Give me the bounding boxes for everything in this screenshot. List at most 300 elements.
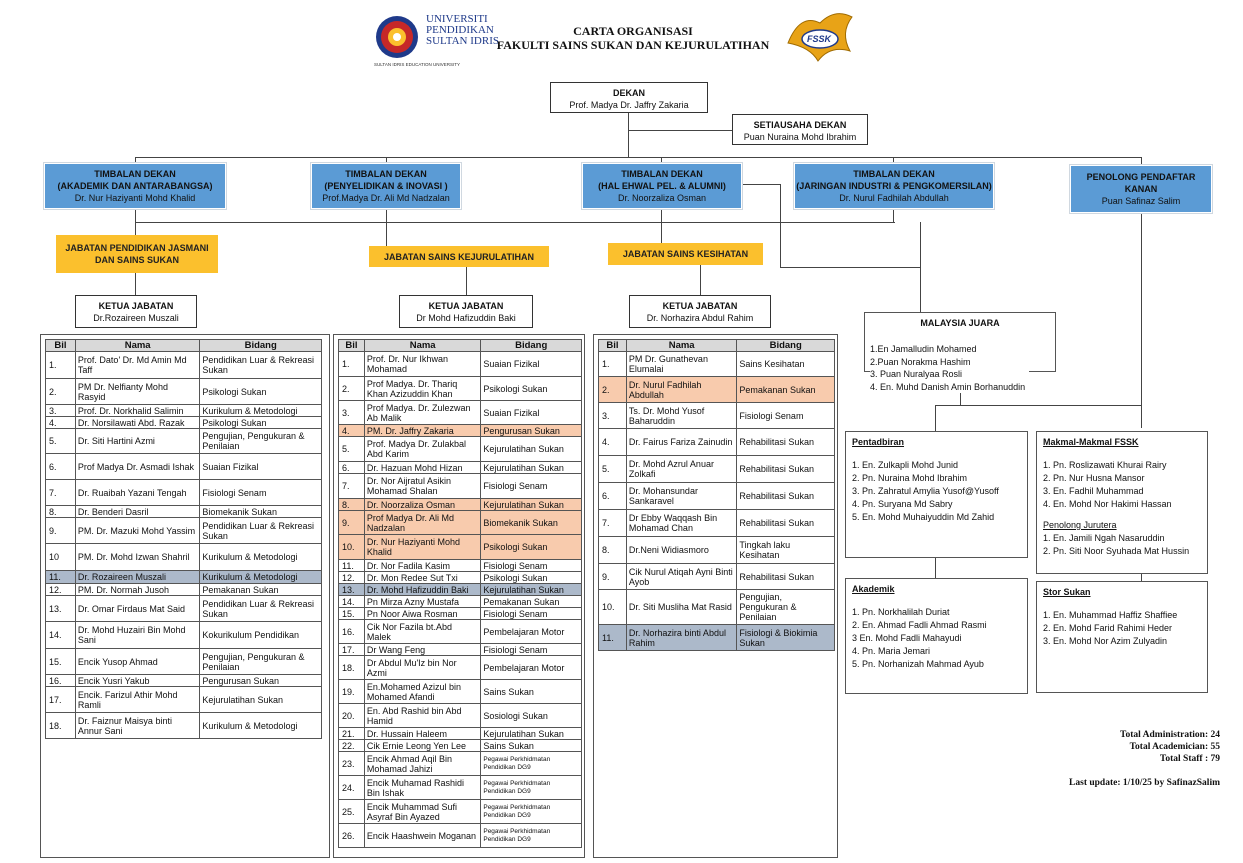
cell-bidang: Rehabilitasi Sukan xyxy=(737,483,835,510)
table-row xyxy=(339,560,582,572)
cell-bil: 6. xyxy=(339,462,365,474)
cell-bil: 10. xyxy=(339,535,365,560)
table-row xyxy=(46,596,322,622)
table-row xyxy=(46,352,322,379)
cell-bidang: Rehabilitasi Sukan xyxy=(737,564,835,590)
list-item: 1. Pn. Roslizawati Khurai Rairy xyxy=(1043,460,1167,470)
cell-bil: 2. xyxy=(599,377,627,403)
cell-bil: 12. xyxy=(46,584,76,596)
cell-bidang: Pendidikan Luar & Rekreasi Sukan xyxy=(200,518,322,544)
head-title: KETUA JABATAN xyxy=(662,301,738,311)
cell-nama: Dr. Mohd Azrul Anuar Zolkafi xyxy=(626,456,737,483)
deputy-academic-box xyxy=(44,163,226,209)
cell-bidang: Biomekanik Sukan xyxy=(200,506,322,518)
cell-bidang: Rehabilitasi Sukan xyxy=(737,456,835,483)
cell-bil: 17. xyxy=(46,687,76,713)
cell-bil: 2. xyxy=(46,379,76,405)
panel-title: Makmal-Makmal FSSK xyxy=(1043,437,1139,447)
table-row xyxy=(46,544,322,571)
cell-bidang: Kurikulum & Metodologi xyxy=(200,405,322,417)
list-item: 4. Pn. Maria Jemari xyxy=(852,646,931,656)
dept-name: JABATAN SAINS KESIHATAN xyxy=(622,249,749,259)
cell-nama: Dr. Mohd Hafizuddin Baki xyxy=(364,584,480,596)
list-item: 2. Pn. Siti Noor Syuhada Mat Hussin xyxy=(1043,546,1190,556)
deputy-title: PENOLONG PENDAFTAR xyxy=(1086,172,1196,182)
cell-bidang: Pembelajaran Motor xyxy=(481,656,582,680)
list-item: 4. Pn. Suryana Md Sabry xyxy=(852,499,953,509)
cell-bidang: Kejurulatihan Sukan xyxy=(481,499,582,511)
cell-bil: 4. xyxy=(46,417,76,429)
cell-bidang: Kurikulum & Metodologi xyxy=(200,713,322,739)
head-dept-2 xyxy=(399,295,533,328)
cell-nama: PM. Dr. Mohd Izwan Shahril xyxy=(75,544,199,571)
table-row xyxy=(339,352,582,377)
cell-bidang: Sains Sukan xyxy=(481,680,582,704)
list-item: 1. En. Muhammad Haffiz Shaffiee xyxy=(1043,610,1178,620)
cell-nama: PM Dr. Gunathevan Elumalai xyxy=(626,352,737,377)
cell-nama: Cik Ernie Leong Yen Lee xyxy=(364,740,480,752)
table-row xyxy=(599,564,835,590)
cell-bidang: Pemakanan Sukan xyxy=(737,377,835,403)
cell-bil: 15. xyxy=(339,608,365,620)
fssk-logo xyxy=(780,3,855,65)
cell-bidang: Kurikulum & Metodologi xyxy=(200,544,322,571)
cell-nama: Dr Ebby Waqqash Bin Mohamad Chan xyxy=(626,510,737,537)
cell-bil: 7. xyxy=(339,474,365,499)
deputy-name: Dr. Noorzaliza Osman xyxy=(617,193,707,203)
table-row xyxy=(46,480,322,506)
list-item: 2.Puan Norakma Hashim xyxy=(870,356,971,367)
table-row xyxy=(339,511,582,535)
panel-title: Stor Sukan xyxy=(1043,587,1091,597)
head-name: Dr Mohd Hafizuddin Baki xyxy=(416,313,516,323)
cell-nama: Dr. Fairus Fariza Zainudin xyxy=(626,429,737,456)
cell-bil: 11. xyxy=(46,571,76,584)
list-item: 3. Pn. Zahratul Amylia Yusof@Yusoff xyxy=(852,486,999,496)
col-bil: Bil xyxy=(599,340,627,352)
cell-bidang: Fisiologi Senam xyxy=(481,474,582,499)
cell-nama: Dr. Mon Redee Sut Txi xyxy=(364,572,480,584)
cell-bidang: Suaian Fizikal xyxy=(481,352,582,377)
sub-title: Penolong Jurutera xyxy=(1043,520,1117,530)
cell-bidang: Fisiologi Senam xyxy=(481,608,582,620)
table-row xyxy=(339,499,582,511)
cell-bil: 1. xyxy=(46,352,76,379)
senior-assistant-registrar-box xyxy=(1070,165,1212,213)
col-nama: Nama xyxy=(364,340,480,352)
cell-bidang: Psikologi Sukan xyxy=(200,379,322,405)
cell-bidang: Pegawai Perkhidmatan Pendidikan DG9 xyxy=(481,752,582,776)
table-row xyxy=(46,713,322,739)
list-item: 3 En. Mohd Fadli Mahayudi xyxy=(852,633,962,643)
cell-nama: Encik Yusri Yakub xyxy=(75,675,199,687)
cell-bidang: Fisiologi & Biokimia Sukan xyxy=(737,625,835,651)
cell-nama: Cik Nor Fazila bt.Abd Malek xyxy=(364,620,480,644)
cell-nama: Prof Madya. Dr. Zulezwan Ab Malik xyxy=(364,401,480,425)
cell-bidang: Psikologi Sukan xyxy=(481,535,582,560)
cell-bil: 24. xyxy=(339,776,365,800)
cell-bil: 9. xyxy=(339,511,365,535)
head-name: Dr. Norhazira Abdul Rahim xyxy=(646,313,754,323)
cell-bil: 8. xyxy=(46,506,76,518)
upsi-crest-icon xyxy=(374,14,420,60)
table-row xyxy=(599,429,835,456)
col-bil: Bil xyxy=(339,340,365,352)
cell-bidang: Pengurusan Sukan xyxy=(481,425,582,437)
cell-bidang: Kejurulatihan Sukan xyxy=(481,728,582,740)
cell-bil: 20. xyxy=(339,704,365,728)
cell-bil: 13. xyxy=(339,584,365,596)
cell-nama: Prof. Dr. Norkhalid Salimin xyxy=(75,405,199,417)
cell-bidang: Fisiologi Senam xyxy=(200,480,322,506)
panel-title: Pentadbiran xyxy=(852,437,905,447)
cell-bil: 16. xyxy=(339,620,365,644)
cell-nama: Prof Madya. Dr. Thariq Khan Azizuddin Khan xyxy=(364,377,480,401)
cell-bidang: Fisiologi Senam xyxy=(481,644,582,656)
table-row xyxy=(46,379,322,405)
cell-bidang: Fisiologi Senam xyxy=(481,560,582,572)
deputy-name: Puan Safinaz Salim xyxy=(1101,196,1181,206)
cell-bidang: Psikologi Sukan xyxy=(200,417,322,429)
cell-bil: 25. xyxy=(339,800,365,824)
table-row xyxy=(46,649,322,675)
deputy-name: Dr. Nur Haziyanti Mohd Khalid xyxy=(74,193,196,203)
secretary-name: Puan Nuraina Mohd Ibrahim xyxy=(743,132,857,142)
cell-nama: Dr. Norsilawati Abd. Razak xyxy=(75,417,199,429)
cell-nama: Encik Haashwein Moganan xyxy=(364,824,480,848)
table-row xyxy=(339,474,582,499)
cell-nama: Dr. Hazuan Mohd Hizan xyxy=(364,462,480,474)
table-row xyxy=(46,571,322,584)
cell-nama: Dr. Mohd Huzairi Bin Mohd Sani xyxy=(75,622,199,649)
list-item: 2. Pn. Nuraina Mohd Ibrahim xyxy=(852,473,968,483)
cell-nama: Dr Wang Feng xyxy=(364,644,480,656)
head-title: KETUA JABATAN xyxy=(98,301,174,311)
cell-nama: Dr. Nor Fadila Kasim xyxy=(364,560,480,572)
cell-bidang: Pengurusan Sukan xyxy=(200,675,322,687)
dept-coaching-science xyxy=(369,246,549,267)
deputy-portfolio: KANAN xyxy=(1124,184,1158,194)
table-row xyxy=(339,620,582,644)
cell-bil: 9. xyxy=(46,518,76,544)
dean-name: Prof. Madya Dr. Jaffry Zakaria xyxy=(569,100,689,110)
deputy-portfolio: (JARINGAN INDUSTRI & PENGKOMERSILAN) xyxy=(796,181,992,191)
staff-table-panel-1 xyxy=(40,334,330,858)
table-row xyxy=(46,584,322,596)
deputy-portfolio: (HAL EHWAL PEL. & ALUMNI) xyxy=(598,181,726,191)
list-item: 1.En Jamalludin Mohamed xyxy=(870,344,977,354)
cell-nama: Dr. Noorzaliza Osman xyxy=(364,499,480,511)
cell-bil: 3. xyxy=(46,405,76,417)
table-row xyxy=(599,352,835,377)
table-row xyxy=(339,377,582,401)
table-row xyxy=(46,506,322,518)
cell-nama: Dr. Faiznur Maisya binti Annur Sani xyxy=(75,713,199,739)
cell-bil: 11. xyxy=(599,625,627,651)
cell-nama: Dr. Ruaibah Yazani Tengah xyxy=(75,480,199,506)
table-row xyxy=(46,454,322,480)
upsi-line2: PENDIDIKAN xyxy=(426,24,494,36)
table-row xyxy=(339,596,582,608)
table-row xyxy=(599,456,835,483)
cell-nama: Dr. Omar Firdaus Mat Said xyxy=(75,596,199,622)
cell-bidang: Rehabilitasi Sukan xyxy=(737,510,835,537)
cell-bidang: Sains Sukan xyxy=(481,740,582,752)
cell-nama: Encik. Farizul Athir Mohd Ramli xyxy=(75,687,199,713)
table-row xyxy=(599,510,835,537)
cell-bidang: Suaian Fizikal xyxy=(481,401,582,425)
table-row xyxy=(339,535,582,560)
cell-bil: 7. xyxy=(599,510,627,537)
table-row xyxy=(339,752,582,776)
cell-nama: Dr. Mohansundar Sankaravel xyxy=(626,483,737,510)
cell-nama: Ts. Dr. Mohd Yusof Baharuddin xyxy=(626,403,737,429)
cell-bil: 10 xyxy=(46,544,76,571)
cell-nama: En.Mohamed Azizul bin Mohamed Afandi xyxy=(364,680,480,704)
cell-bil: 16. xyxy=(46,675,76,687)
cell-bidang: Kejurulatihan Sukan xyxy=(481,437,582,462)
cell-bidang: Pengujian, Pengukuran & Penilaian xyxy=(200,649,322,675)
cell-nama: Dr. Siti Hartini Azmi xyxy=(75,429,199,454)
table-row xyxy=(46,429,322,454)
cell-nama: Dr Abdul Mu'Iz bin Nor Azmi xyxy=(364,656,480,680)
dept-name: JABATAN PENDIDIKAN JASMANI xyxy=(65,243,209,253)
cell-bil: 4. xyxy=(599,429,627,456)
cell-bil: 2. xyxy=(339,377,365,401)
fssk-text: FSSK xyxy=(807,34,832,44)
upsi-line1: UNIVERSITI xyxy=(426,13,488,25)
table-row xyxy=(339,584,582,596)
cell-bil: 11. xyxy=(339,560,365,572)
stor-sukan-panel xyxy=(1036,581,1208,693)
staff-table-panel-3 xyxy=(593,334,838,858)
head-title: KETUA JABATAN xyxy=(428,301,504,311)
deputy-name: Dr. Nurul Fadhilah Abdullah xyxy=(839,193,949,203)
chart-title: CARTA ORGANISASI xyxy=(573,24,693,38)
dept-physical-education xyxy=(56,235,218,273)
cell-nama: Encik Yusop Ahmad xyxy=(75,649,199,675)
cell-bil: 5. xyxy=(46,429,76,454)
table-row xyxy=(46,417,322,429)
deputy-research-box xyxy=(311,163,461,209)
table-row xyxy=(339,824,582,848)
cell-bil: 6. xyxy=(46,454,76,480)
cell-nama: Dr. Nor Aijratul Asikin Mohamad Shalan xyxy=(364,474,480,499)
last-update: Last update: 1/10/25 by SafinazSalim xyxy=(1069,778,1220,788)
cell-bidang: Psikologi Sukan xyxy=(481,377,582,401)
col-nama: Nama xyxy=(626,340,737,352)
table-row xyxy=(46,675,322,687)
secretary-title: SETIAUSAHA DEKAN xyxy=(753,120,847,130)
cell-bil: 15. xyxy=(46,649,76,675)
cell-bil: 5. xyxy=(599,456,627,483)
dept-health-science xyxy=(608,243,763,265)
staff-table-panel-2 xyxy=(333,334,585,858)
cell-bidang: Pendidikan Luar & Rekreasi Sukan xyxy=(200,596,322,622)
upsi-tagline: SULTAN IDRIS EDUCATION UNIVERSITY xyxy=(374,62,461,67)
cell-bidang: Kokurikulum Pendidikan xyxy=(200,622,322,649)
cell-bil: 8. xyxy=(599,537,627,564)
table-row xyxy=(599,537,835,564)
cell-bil: 14. xyxy=(339,596,365,608)
table-row xyxy=(46,687,322,713)
cell-nama: Dr. Norhazira binti Abdul Rahim xyxy=(626,625,737,651)
cell-nama: Encik Ahmad Aqil Bin Mohamad Jahizi xyxy=(364,752,480,776)
cell-bil: 3. xyxy=(339,401,365,425)
cell-bidang: Pegawai Perkhidmatan Pendidikan DG9 xyxy=(481,824,582,848)
cell-bil: 7. xyxy=(46,480,76,506)
cell-bidang: Suaian Fizikal xyxy=(200,454,322,480)
cell-bil: 4. xyxy=(339,425,365,437)
cell-bidang: Pegawai Perkhidmatan Pendidikan DG9 xyxy=(481,800,582,824)
cell-nama: Dr. Nurul Fadhilah Abdullah xyxy=(626,377,737,403)
cell-bidang: Sains Kesihatan xyxy=(737,352,835,377)
cell-nama: PM. Dr. Mazuki Mohd Yassim xyxy=(75,518,199,544)
cell-bil: 22. xyxy=(339,740,365,752)
list-item: 5. En. Mohd Muhaiyuddin Md Zahid xyxy=(852,512,995,522)
staff-table-1 xyxy=(45,339,322,739)
cell-bidang: Pengujian, Pengukuran & Penilaian xyxy=(200,429,322,454)
deputy-title: TIMBALAN DEKAN xyxy=(94,169,176,179)
list-item: 1. Pn. Norkhalilah Duriat xyxy=(852,607,950,617)
makmal-panel xyxy=(1036,431,1208,574)
cell-bidang: Pegawai Perkhidmatan Pendidikan DG9 xyxy=(481,776,582,800)
table-row xyxy=(339,425,582,437)
cell-nama: Prof. Dato' Dr. Md Amin Md Taff xyxy=(75,352,199,379)
cell-bil: 8. xyxy=(339,499,365,511)
cell-bil: 18. xyxy=(339,656,365,680)
table-row xyxy=(339,572,582,584)
cell-bil: 9. xyxy=(599,564,627,590)
table-row xyxy=(339,462,582,474)
cell-nama: Prof Madya Dr. Asmadi Ishak xyxy=(75,454,199,480)
table-row xyxy=(339,740,582,752)
faculty-title: FAKULTI SAINS SUKAN DAN KEJURULATIHAN xyxy=(496,38,770,52)
table-row xyxy=(46,622,322,649)
cell-bil: 5. xyxy=(339,437,365,462)
dept-name-line2: DAN SAINS SUKAN xyxy=(94,255,179,265)
cell-nama: PM. Dr. Jaffry Zakaria xyxy=(364,425,480,437)
cell-nama: Encik Muhammad Sufi Asyraf Bin Ayazed xyxy=(364,800,480,824)
table-row xyxy=(339,644,582,656)
cell-nama: Pn Noor Aiwa Rosman xyxy=(364,608,480,620)
col-bidang: Bidang xyxy=(481,340,582,352)
cell-bil: 23. xyxy=(339,752,365,776)
table-row xyxy=(599,483,835,510)
cell-bil: 1. xyxy=(339,352,365,377)
head-dept-3 xyxy=(629,295,771,328)
table-row xyxy=(339,608,582,620)
cell-bidang: Kurikulum & Metodologi xyxy=(200,571,322,584)
table-row xyxy=(599,377,835,403)
cell-bil: 19. xyxy=(339,680,365,704)
cell-bil: 21. xyxy=(339,728,365,740)
list-item: 4. En. Mohd Nor Hakimi Hassan xyxy=(1043,499,1172,509)
list-item: 3. En. Mohd Nor Azim Zulyadin xyxy=(1043,636,1168,646)
table-row xyxy=(599,590,835,625)
deputy-title: TIMBALAN DEKAN xyxy=(853,169,935,179)
cell-nama: En. Abd Rashid bin Abd Hamid xyxy=(364,704,480,728)
col-bidang: Bidang xyxy=(737,340,835,352)
table-row xyxy=(46,518,322,544)
cell-bidang: Pendidikan Luar & Rekreasi Sukan xyxy=(200,352,322,379)
pentadbiran-panel xyxy=(845,431,1028,558)
deputy-industry-box xyxy=(794,163,994,209)
cell-nama: Dr.Neni Widiasmoro xyxy=(626,537,737,564)
table-row xyxy=(339,401,582,425)
staff-table-3 xyxy=(598,339,835,651)
panel-title: Akademik xyxy=(852,584,895,594)
cell-bidang: Fisiologi Senam xyxy=(737,403,835,429)
table-row xyxy=(339,656,582,680)
malaysia-juara-title: MALAYSIA JUARA xyxy=(920,318,1000,328)
cell-bidang: Rehabilitasi Sukan xyxy=(737,429,835,456)
dean-box xyxy=(550,82,708,113)
total-academician: Total Academician: 55 xyxy=(1129,742,1220,752)
table-row xyxy=(339,728,582,740)
cell-bil: 13. xyxy=(46,596,76,622)
cell-bil: 14. xyxy=(46,622,76,649)
list-item: 4. En. Muhd Danish Amin Borhanuddin xyxy=(870,381,1026,392)
table-row xyxy=(46,405,322,417)
table-row xyxy=(339,704,582,728)
cell-nama: Dr. Benderi Dasril xyxy=(75,506,199,518)
cell-bidang: Pengujian, Pengukuran & Penilaian xyxy=(737,590,835,625)
table-row xyxy=(339,776,582,800)
cell-bil: 18. xyxy=(46,713,76,739)
cell-bidang: Biomekanik Sukan xyxy=(481,511,582,535)
cell-bil: 26. xyxy=(339,824,365,848)
malaysia-juara-list xyxy=(870,343,1029,393)
cell-nama: Dr. Siti Musliha Mat Rasid xyxy=(626,590,737,625)
cell-bidang: Sosiologi Sukan xyxy=(481,704,582,728)
list-item: 2. En. Mohd Farid Rahimi Heder xyxy=(1043,623,1173,633)
dean-title: DEKAN xyxy=(612,88,645,98)
col-nama: Nama xyxy=(75,340,199,352)
deputy-name: Prof.Madya Dr. Ali Md Nadzalan xyxy=(322,193,450,203)
upsi-line3: SULTAN IDRIS xyxy=(426,35,499,47)
list-item: 3. Puan Nuralyaa Rosli xyxy=(870,369,963,379)
secretary-box xyxy=(732,114,868,145)
list-item: 5. Pn. Norhanizah Mahmad Ayub xyxy=(852,659,984,669)
dept-name: JABATAN SAINS KEJURULATIHAN xyxy=(383,251,534,262)
head-name: Dr.Rozaireen Muszali xyxy=(93,313,179,323)
cell-nama: Dr. Rozaireen Muszali xyxy=(75,571,199,584)
cell-bil: 3. xyxy=(599,403,627,429)
cell-bil: 12. xyxy=(339,572,365,584)
staff-table-2 xyxy=(338,339,582,848)
deputy-title: TIMBALAN DEKAN xyxy=(345,169,427,179)
cell-bidang: Pembelajaran Motor xyxy=(481,620,582,644)
cell-bil: 10. xyxy=(599,590,627,625)
col-bidang: Bidang xyxy=(200,340,322,352)
cell-bil: 17. xyxy=(339,644,365,656)
list-item: 3. En. Fadhil Muhammad xyxy=(1043,486,1144,496)
list-item: 1. En. Zulkapli Mohd Junid xyxy=(852,460,959,470)
table-row xyxy=(339,680,582,704)
cell-nama: PM. Dr. Normah Jusoh xyxy=(75,584,199,596)
total-administration: Total Administration: 24 xyxy=(1120,730,1220,740)
cell-bidang: Kejurulatihan Sukan xyxy=(481,584,582,596)
cell-bidang: Tingkah laku Kesihatan xyxy=(737,537,835,564)
akademik-panel xyxy=(845,578,1028,694)
table-row xyxy=(339,437,582,462)
col-bil: Bil xyxy=(46,340,76,352)
total-staff: Total Staff : 79 xyxy=(1159,754,1220,764)
table-row xyxy=(599,403,835,429)
cell-nama: Prof Madya Dr. Ali Md Nadzalan xyxy=(364,511,480,535)
cell-bidang: Psikologi Sukan xyxy=(481,572,582,584)
